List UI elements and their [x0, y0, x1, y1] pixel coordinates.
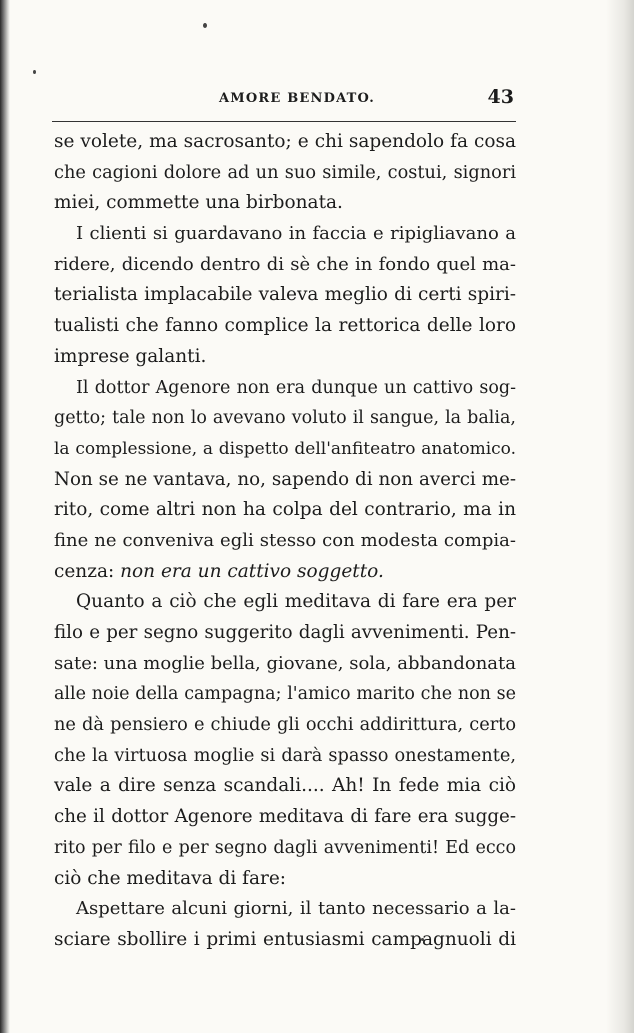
text-line: terialista implacabile valeva meglio di certi spiri- — [54, 284, 516, 306]
running-header — [54, 86, 514, 112]
text-line — [54, 557, 516, 588]
text-line: Il dottor Agenore non era dunque un cattivo sog- — [76, 377, 516, 398]
text-line: filo e per segno suggerito dagli avvenimenti. Pen- — [54, 622, 516, 643]
text-line: rito, come altri non ha colpa del contrario, ma in — [54, 499, 516, 521]
text-line: ne dà pensiero e chiude gli occhi addirittura, certo — [54, 715, 516, 736]
text-line: sate: una moglie bella, giovane, sola, abbandonata — [54, 652, 516, 674]
print-speck — [33, 70, 36, 74]
text-line: miei, commette una birbonata. — [54, 192, 343, 214]
body-text — [54, 127, 516, 956]
text-line: I clienti si guardavano in faccia e ripigliavano a — [76, 223, 516, 245]
text-fragment: cenza: — [54, 560, 121, 582]
text-line: alle noie della campagna; l'amico marito che non se — [54, 684, 516, 705]
text-line: la complessione, a dispetto dell'anfiteatro anatomico. — [54, 438, 516, 459]
print-speck — [203, 23, 207, 28]
text-line: rito per filo e per segno dagli avvenimenti! Ed ecco — [54, 837, 516, 858]
header-rule — [52, 121, 516, 122]
text-line: Non se ne vantava, no, sapendo di non averci me- — [54, 468, 516, 490]
page-binding-shadow — [0, 0, 10, 1033]
text-line: tualisti che fanno complice la rettorica delle loro — [54, 315, 516, 337]
running-title: AMORE BENDATO. — [219, 91, 376, 106]
text-line: se volete, ma sacrosanto; e chi sapendolo fa cosa — [54, 131, 516, 152]
text-line: Aspettare alcuni giorni, il tanto necessario a la- — [76, 898, 516, 920]
text-line: ridere, dicendo dentro di sè che in fondo quel ma- — [54, 253, 516, 275]
text-line: vale a dire senza scandali.... Ah! In fede mia ciò — [54, 775, 516, 797]
text-line: che cagioni dolore ad un suo simile, costui, signori — [54, 162, 516, 183]
text-line: che il dottor Agenore meditava di fare era sugge- — [54, 806, 516, 828]
text-line: ciò che meditava di fare: — [54, 867, 287, 889]
text-line: getto; tale non lo avevano voluto il sangue, la balia, — [54, 408, 516, 429]
italic-phrase: non era un cattivo soggetto. — [120, 560, 384, 582]
page-edge-shadow — [606, 0, 634, 1033]
text-line: fine ne conveniva egli stesso con modesta compia- — [54, 529, 516, 551]
text-line: che la virtuosa moglie si darà spasso onestamente, — [54, 745, 516, 766]
text-line: Quanto a ciò che egli meditava di fare era per — [76, 591, 516, 613]
text-line: imprese galanti. — [54, 345, 207, 367]
text-line: sciare sbollire i primi entusiasmi campagnuoli di — [54, 928, 516, 950]
page-number: 43 — [487, 86, 514, 108]
